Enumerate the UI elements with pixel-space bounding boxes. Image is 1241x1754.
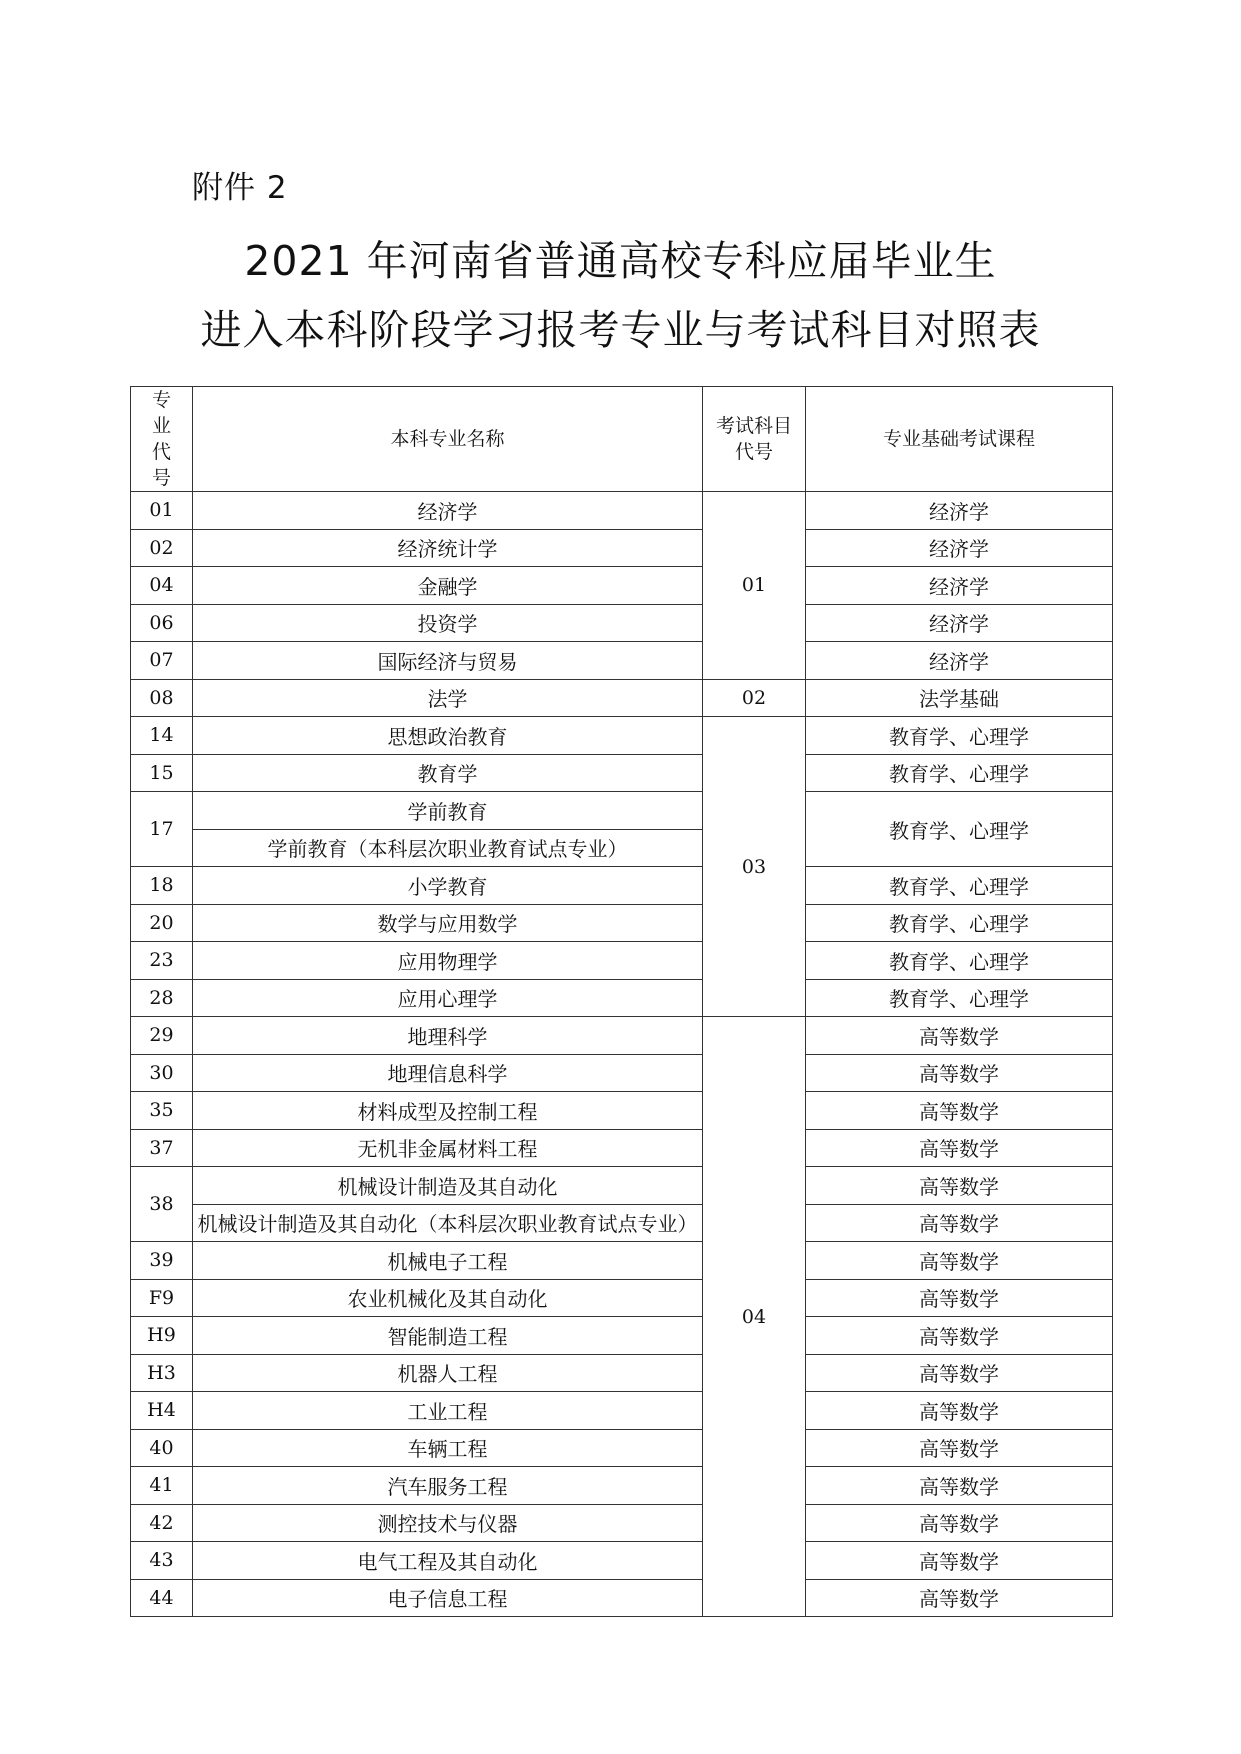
major-name-cell: 学前教育 bbox=[193, 792, 703, 830]
major-name-cell: 经济学 bbox=[193, 492, 703, 530]
table-row bbox=[131, 1354, 1113, 1392]
major-name-cell: 教育学 bbox=[193, 754, 703, 792]
major-code-cell: 15 bbox=[131, 754, 193, 792]
document-title-line1: 2021 年河南省普通高校专科应届毕业生 bbox=[244, 237, 997, 285]
exam-course-cell: 高等数学 bbox=[806, 1017, 1113, 1055]
exam-course-cell: 教育学、心理学 bbox=[806, 942, 1113, 980]
major-code-cell: F9 bbox=[131, 1279, 193, 1317]
major-code-cell: H9 bbox=[131, 1317, 193, 1355]
major-code-cell: H3 bbox=[131, 1354, 193, 1392]
major-name-cell: 汽车服务工程 bbox=[193, 1467, 703, 1505]
table-row bbox=[131, 1017, 1113, 1055]
table-row bbox=[131, 1242, 1113, 1280]
major-code-cell: 28 bbox=[131, 979, 193, 1017]
exam-course-cell: 高等数学 bbox=[806, 1579, 1113, 1617]
table-row bbox=[131, 604, 1113, 642]
major-code-cell: 06 bbox=[131, 604, 193, 642]
major-name-cell: 学前教育（本科层次职业教育试点专业） bbox=[193, 829, 703, 867]
header-major-name: 本科专业名称 bbox=[193, 387, 703, 492]
header-exam-course: 专业基础考试课程 bbox=[806, 387, 1113, 492]
exam-code-cell: 01 bbox=[703, 492, 806, 680]
exam-course-cell: 教育学、心理学 bbox=[806, 717, 1113, 755]
major-name-cell: 应用物理学 bbox=[193, 942, 703, 980]
major-code-cell: 18 bbox=[131, 867, 193, 905]
major-name-cell: 车辆工程 bbox=[193, 1429, 703, 1467]
major-code-cell: 08 bbox=[131, 679, 193, 717]
major-name-cell: 工业工程 bbox=[193, 1392, 703, 1430]
table-row bbox=[131, 1392, 1113, 1430]
major-name-cell: 机器人工程 bbox=[193, 1354, 703, 1392]
major-name-cell: 国际经济与贸易 bbox=[193, 642, 703, 680]
major-code-cell: 41 bbox=[131, 1467, 193, 1505]
exam-course-cell: 高等数学 bbox=[806, 1429, 1113, 1467]
document-title-line2: 进入本科阶段学习报考专业与考试科目对照表 bbox=[200, 306, 1041, 354]
exam-course-cell: 高等数学 bbox=[806, 1129, 1113, 1167]
major-name-cell: 地理科学 bbox=[193, 1017, 703, 1055]
table-row bbox=[131, 1279, 1113, 1317]
table-row bbox=[131, 1167, 1113, 1205]
exam-course-cell: 教育学、心理学 bbox=[806, 904, 1113, 942]
major-name-cell: 数学与应用数学 bbox=[193, 904, 703, 942]
exam-course-cell: 经济学 bbox=[806, 604, 1113, 642]
exam-course-cell: 教育学、心理学 bbox=[806, 979, 1113, 1017]
exam-course-cell: 法学基础 bbox=[806, 679, 1113, 717]
major-code-cell: 30 bbox=[131, 1054, 193, 1092]
major-name-cell: 地理信息科学 bbox=[193, 1054, 703, 1092]
major-code-cell: 38 bbox=[131, 1167, 193, 1242]
exam-code-cell: 04 bbox=[703, 1017, 806, 1617]
major-code-cell: 14 bbox=[131, 717, 193, 755]
major-name-cell: 机械设计制造及其自动化 bbox=[193, 1167, 703, 1205]
major-name-cell: 投资学 bbox=[193, 604, 703, 642]
major-name-cell: 机械设计制造及其自动化（本科层次职业教育试点专业） bbox=[193, 1204, 703, 1242]
major-name-cell: 测控技术与仪器 bbox=[193, 1504, 703, 1542]
table-row bbox=[131, 529, 1113, 567]
table-row bbox=[131, 1467, 1113, 1505]
major-code-cell: 43 bbox=[131, 1542, 193, 1580]
header-major-code: 专业代号 bbox=[131, 387, 193, 492]
exam-course-cell: 教育学、心理学 bbox=[806, 867, 1113, 905]
exam-course-cell: 高等数学 bbox=[806, 1054, 1113, 1092]
major-exam-table bbox=[130, 386, 1113, 1617]
major-code-cell: 20 bbox=[131, 904, 193, 942]
major-code-cell: 01 bbox=[131, 492, 193, 530]
header-exam-code: 考试科目代号 bbox=[703, 387, 806, 492]
table-row bbox=[131, 754, 1113, 792]
exam-course-cell: 高等数学 bbox=[806, 1167, 1113, 1205]
table-row bbox=[131, 904, 1113, 942]
exam-course-cell: 教育学、心理学 bbox=[806, 792, 1113, 867]
major-name-cell: 金融学 bbox=[193, 567, 703, 605]
major-name-cell: 应用心理学 bbox=[193, 979, 703, 1017]
major-code-cell: H4 bbox=[131, 1392, 193, 1430]
table-row bbox=[131, 1542, 1113, 1580]
attachment-label: 附件 2 bbox=[192, 170, 288, 206]
major-name-cell: 电子信息工程 bbox=[193, 1579, 703, 1617]
exam-code-cell: 02 bbox=[703, 679, 806, 717]
table-header-row bbox=[131, 387, 1113, 492]
table-row bbox=[131, 1579, 1113, 1617]
major-code-cell: 29 bbox=[131, 1017, 193, 1055]
major-name-cell: 材料成型及控制工程 bbox=[193, 1092, 703, 1130]
exam-course-cell: 高等数学 bbox=[806, 1392, 1113, 1430]
major-name-cell: 电气工程及其自动化 bbox=[193, 1542, 703, 1580]
exam-course-cell: 经济学 bbox=[806, 529, 1113, 567]
table-row bbox=[131, 642, 1113, 680]
exam-course-cell: 经济学 bbox=[806, 642, 1113, 680]
major-code-cell: 37 bbox=[131, 1129, 193, 1167]
exam-code-cell: 03 bbox=[703, 717, 806, 1017]
exam-course-cell: 高等数学 bbox=[806, 1504, 1113, 1542]
major-name-cell: 思想政治教育 bbox=[193, 717, 703, 755]
table-row bbox=[131, 717, 1113, 755]
table-row bbox=[131, 792, 1113, 830]
table-row bbox=[131, 1504, 1113, 1542]
exam-course-cell: 高等数学 bbox=[806, 1542, 1113, 1580]
table-row bbox=[131, 942, 1113, 980]
major-code-cell: 04 bbox=[131, 567, 193, 605]
exam-course-cell: 高等数学 bbox=[806, 1467, 1113, 1505]
major-code-cell: 23 bbox=[131, 942, 193, 980]
major-name-cell: 小学教育 bbox=[193, 867, 703, 905]
exam-course-cell: 经济学 bbox=[806, 567, 1113, 605]
major-code-cell: 40 bbox=[131, 1429, 193, 1467]
major-code-cell: 02 bbox=[131, 529, 193, 567]
table-row bbox=[131, 1054, 1113, 1092]
table-row bbox=[131, 979, 1113, 1017]
table-body bbox=[131, 492, 1113, 1617]
exam-course-cell: 高等数学 bbox=[806, 1317, 1113, 1355]
major-code-cell: 44 bbox=[131, 1579, 193, 1617]
major-name-cell: 农业机械化及其自动化 bbox=[193, 1279, 703, 1317]
table-row bbox=[131, 867, 1113, 905]
major-code-cell: 42 bbox=[131, 1504, 193, 1542]
major-code-cell: 39 bbox=[131, 1242, 193, 1280]
table-row bbox=[131, 1317, 1113, 1355]
major-code-cell: 35 bbox=[131, 1092, 193, 1130]
major-name-cell: 无机非金属材料工程 bbox=[193, 1129, 703, 1167]
major-name-cell: 经济统计学 bbox=[193, 529, 703, 567]
table-row bbox=[131, 1092, 1113, 1130]
exam-course-cell: 高等数学 bbox=[806, 1242, 1113, 1280]
exam-course-cell: 高等数学 bbox=[806, 1092, 1113, 1130]
table-row bbox=[131, 1429, 1113, 1467]
exam-course-cell: 高等数学 bbox=[806, 1204, 1113, 1242]
table-row bbox=[131, 567, 1113, 605]
exam-course-cell: 高等数学 bbox=[806, 1354, 1113, 1392]
major-code-cell: 17 bbox=[131, 792, 193, 867]
table-row bbox=[131, 679, 1113, 717]
table-row bbox=[131, 492, 1113, 530]
table-row bbox=[131, 1204, 1113, 1242]
table-row bbox=[131, 1129, 1113, 1167]
major-name-cell: 机械电子工程 bbox=[193, 1242, 703, 1280]
exam-course-cell: 高等数学 bbox=[806, 1279, 1113, 1317]
exam-course-cell: 教育学、心理学 bbox=[806, 754, 1113, 792]
major-code-cell: 07 bbox=[131, 642, 193, 680]
exam-course-cell: 经济学 bbox=[806, 492, 1113, 530]
major-name-cell: 智能制造工程 bbox=[193, 1317, 703, 1355]
major-name-cell: 法学 bbox=[193, 679, 703, 717]
